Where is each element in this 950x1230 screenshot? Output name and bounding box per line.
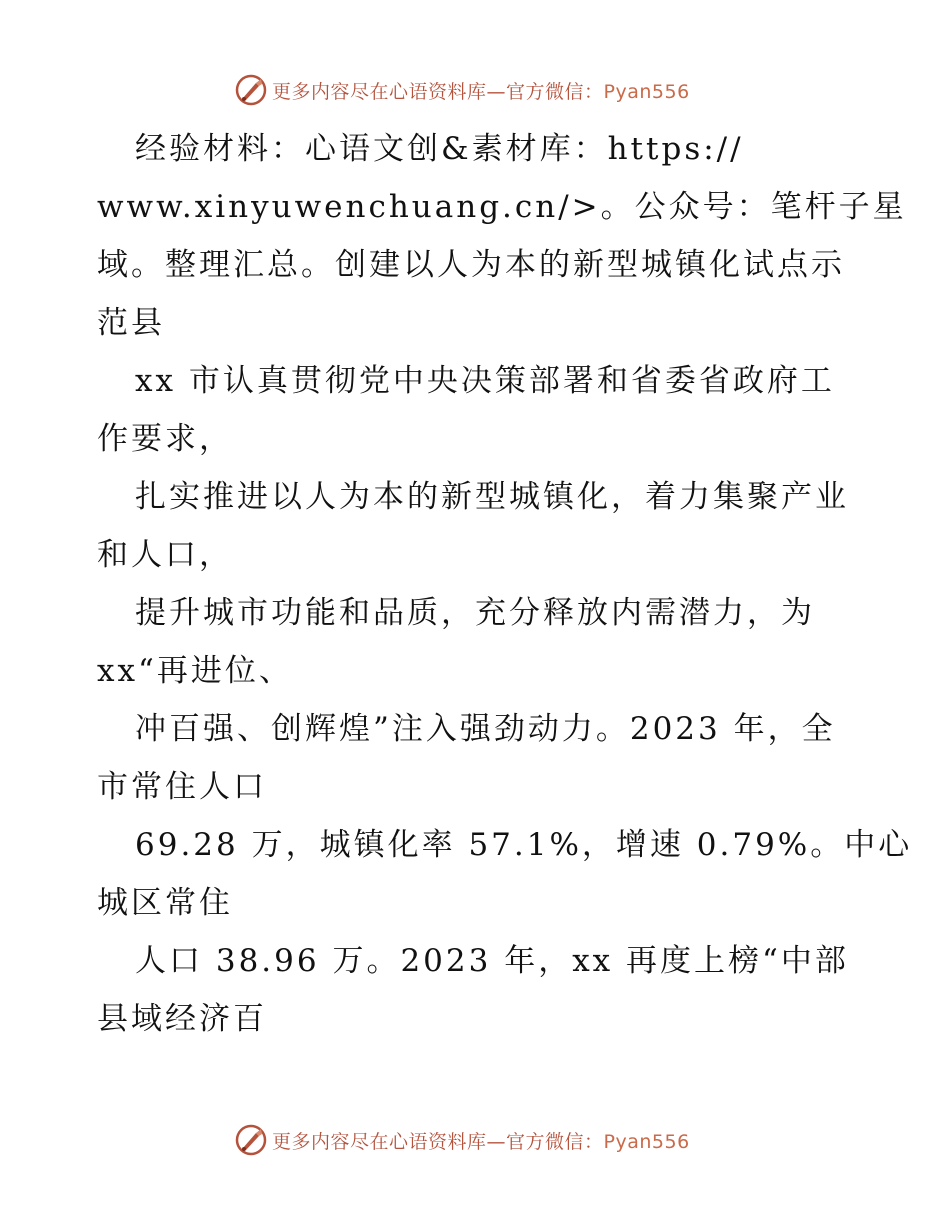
text-line: 提升城市功能和品质，充分释放内需潜力，为: [135, 595, 815, 631]
text-line: 范县: [97, 305, 165, 341]
text-line: 城区常住: [97, 885, 233, 921]
text-line: 扎实推进以人为本的新型城镇化，着力集聚产业: [135, 479, 849, 515]
text-line: 作要求，: [97, 421, 233, 457]
text-line: 和人口，: [97, 537, 233, 573]
text-line: xx 市认真贯彻党中央决策部署和省委省政府工: [135, 363, 835, 399]
document-body: [97, 120, 913, 1048]
text-line: 69.28 万，城镇化率 57.1%，增速 0.79%。中心: [135, 827, 913, 863]
wechat-id: Pyan556: [603, 1130, 690, 1153]
banner-text: 更多内容尽在心语资料库—官方微信：Pyan556: [272, 1130, 690, 1153]
text-line: 经验材料：心语文创&素材库：https://: [135, 131, 744, 167]
quill-pen-logo-icon: [234, 73, 268, 107]
text-line: 冲百强、创辉煌”注入强劲动力。2023 年，全: [135, 711, 836, 747]
text-line: 域。整理汇总。创建以人为本的新型城镇化试点示: [97, 247, 845, 283]
footer-banner: [0, 1120, 950, 1160]
quill-pen-logo-icon: [234, 1123, 268, 1157]
wechat-id: Pyan556: [603, 80, 690, 103]
text-line: www.xinyuwenchuang.cn/>。公众号：笔杆子星: [97, 189, 907, 225]
banner-text: 更多内容尽在心语资料库—官方微信：Pyan556: [272, 80, 690, 103]
text-line: 县域经济百: [97, 1001, 267, 1037]
header-banner: [0, 70, 950, 110]
text-line: 人口 38.96 万。2023 年，xx 再度上榜“中部: [135, 943, 849, 979]
text-line: 市常住人口: [97, 769, 267, 805]
text-line: xx“再进位、: [97, 653, 293, 689]
